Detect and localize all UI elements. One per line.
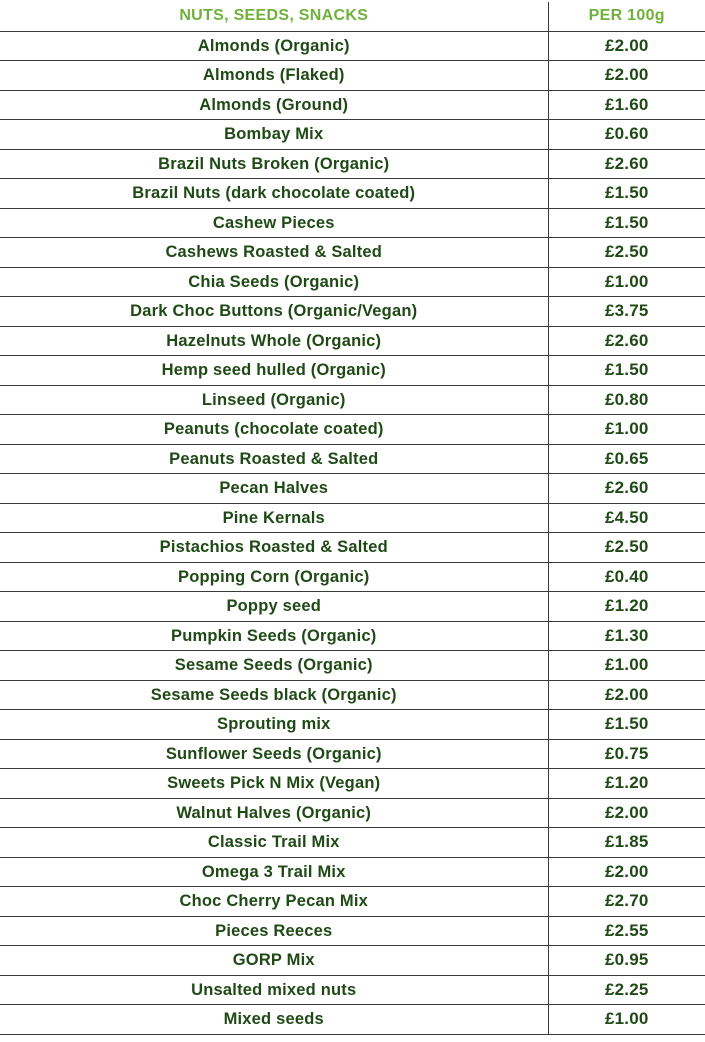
table-row: [0, 61, 705, 91]
product-name-cell: Sesame Seeds (Organic): [0, 651, 548, 681]
table-row: [0, 415, 705, 445]
table-row: [0, 533, 705, 563]
table-row: [0, 385, 705, 415]
price-cell: £0.65: [548, 444, 705, 474]
table-row: [0, 326, 705, 356]
table-row: [0, 356, 705, 386]
price-cell: £2.00: [548, 61, 705, 91]
table-row: [0, 1005, 705, 1035]
price-cell: £0.60: [548, 120, 705, 150]
product-name-cell: Pumpkin Seeds (Organic): [0, 621, 548, 651]
table-row: [0, 267, 705, 297]
product-name-cell: Cashew Pieces: [0, 208, 548, 238]
table-row: [0, 975, 705, 1005]
price-cell: £1.50: [548, 356, 705, 386]
table-row: [0, 710, 705, 740]
product-name-cell: Bombay Mix: [0, 120, 548, 150]
price-cell: £1.60: [548, 90, 705, 120]
price-cell: £2.00: [548, 31, 705, 61]
table-row: [0, 769, 705, 799]
price-cell: £2.00: [548, 680, 705, 710]
price-cell: £1.85: [548, 828, 705, 858]
table-row: [0, 444, 705, 474]
price-cell: £1.50: [548, 179, 705, 209]
product-name-cell: Hazelnuts Whole (Organic): [0, 326, 548, 356]
product-name-cell: Sunflower Seeds (Organic): [0, 739, 548, 769]
table-row: [0, 474, 705, 504]
table-row: [0, 149, 705, 179]
table-row: [0, 798, 705, 828]
price-cell: £2.50: [548, 238, 705, 268]
table-row: [0, 503, 705, 533]
price-cell: £0.80: [548, 385, 705, 415]
table-row: [0, 857, 705, 887]
product-name-cell: Walnut Halves (Organic): [0, 798, 548, 828]
product-name-cell: Pistachios Roasted & Salted: [0, 533, 548, 563]
price-cell: £2.25: [548, 975, 705, 1005]
table-row: [0, 651, 705, 681]
product-name-cell: Almonds (Ground): [0, 90, 548, 120]
price-cell: £1.00: [548, 415, 705, 445]
price-cell: £0.40: [548, 562, 705, 592]
table-row: [0, 621, 705, 651]
table-row: [0, 562, 705, 592]
product-name-cell: Almonds (Organic): [0, 31, 548, 61]
price-cell: £2.60: [548, 149, 705, 179]
product-name-cell: Sweets Pick N Mix (Vegan): [0, 769, 548, 799]
price-cell: £2.00: [548, 857, 705, 887]
product-name-cell: Chia Seeds (Organic): [0, 267, 548, 297]
price-cell: £2.60: [548, 474, 705, 504]
table-row: [0, 120, 705, 150]
price-list-table: [0, 2, 705, 1035]
table-row: [0, 916, 705, 946]
price-cell: £3.75: [548, 297, 705, 327]
product-name-cell: Poppy seed: [0, 592, 548, 622]
price-cell: £0.95: [548, 946, 705, 976]
price-cell: £1.20: [548, 592, 705, 622]
table-row: [0, 208, 705, 238]
price-column-header: PER 100g: [548, 2, 705, 31]
product-name-cell: Peanuts (chocolate coated): [0, 415, 548, 445]
product-name-cell: Choc Cherry Pecan Mix: [0, 887, 548, 917]
table-row: [0, 90, 705, 120]
price-cell: £1.30: [548, 621, 705, 651]
product-column-header: NUTS, SEEDS, SNACKS: [0, 2, 548, 31]
product-name-cell: Cashews Roasted & Salted: [0, 238, 548, 268]
price-cell: £0.75: [548, 739, 705, 769]
product-name-cell: Sprouting mix: [0, 710, 548, 740]
price-cell: £1.20: [548, 769, 705, 799]
product-name-cell: Pieces Reeces: [0, 916, 548, 946]
table-header: [0, 2, 705, 31]
price-cell: £2.00: [548, 798, 705, 828]
price-cell: £2.55: [548, 916, 705, 946]
price-cell: £1.00: [548, 1005, 705, 1035]
table-row: [0, 592, 705, 622]
product-name-cell: Hemp seed hulled (Organic): [0, 356, 548, 386]
price-cell: £1.50: [548, 710, 705, 740]
product-name-cell: Omega 3 Trail Mix: [0, 857, 548, 887]
table-row: [0, 31, 705, 61]
table-row: [0, 238, 705, 268]
price-cell: £1.00: [548, 651, 705, 681]
product-name-cell: Mixed seeds: [0, 1005, 548, 1035]
product-name-cell: Almonds (Flaked): [0, 61, 548, 91]
product-name-cell: Sesame Seeds black (Organic): [0, 680, 548, 710]
table-row: [0, 179, 705, 209]
header-row: [0, 2, 705, 31]
table-body: [0, 31, 705, 1034]
price-cell: £1.50: [548, 208, 705, 238]
price-cell: £2.50: [548, 533, 705, 563]
product-name-cell: Peanuts Roasted & Salted: [0, 444, 548, 474]
product-name-cell: Unsalted mixed nuts: [0, 975, 548, 1005]
price-cell: £4.50: [548, 503, 705, 533]
table-row: [0, 946, 705, 976]
product-name-cell: Pecan Halves: [0, 474, 548, 504]
table-row: [0, 297, 705, 327]
price-cell: £2.60: [548, 326, 705, 356]
price-cell: £2.70: [548, 887, 705, 917]
table-row: [0, 828, 705, 858]
product-name-cell: Dark Choc Buttons (Organic/Vegan): [0, 297, 548, 327]
table-row: [0, 739, 705, 769]
table-row: [0, 887, 705, 917]
price-cell: £1.00: [548, 267, 705, 297]
product-name-cell: Linseed (Organic): [0, 385, 548, 415]
product-name-cell: Brazil Nuts (dark chocolate coated): [0, 179, 548, 209]
product-name-cell: Popping Corn (Organic): [0, 562, 548, 592]
table-row: [0, 680, 705, 710]
product-name-cell: Classic Trail Mix: [0, 828, 548, 858]
product-name-cell: GORP Mix: [0, 946, 548, 976]
product-name-cell: Brazil Nuts Broken (Organic): [0, 149, 548, 179]
product-name-cell: Pine Kernals: [0, 503, 548, 533]
